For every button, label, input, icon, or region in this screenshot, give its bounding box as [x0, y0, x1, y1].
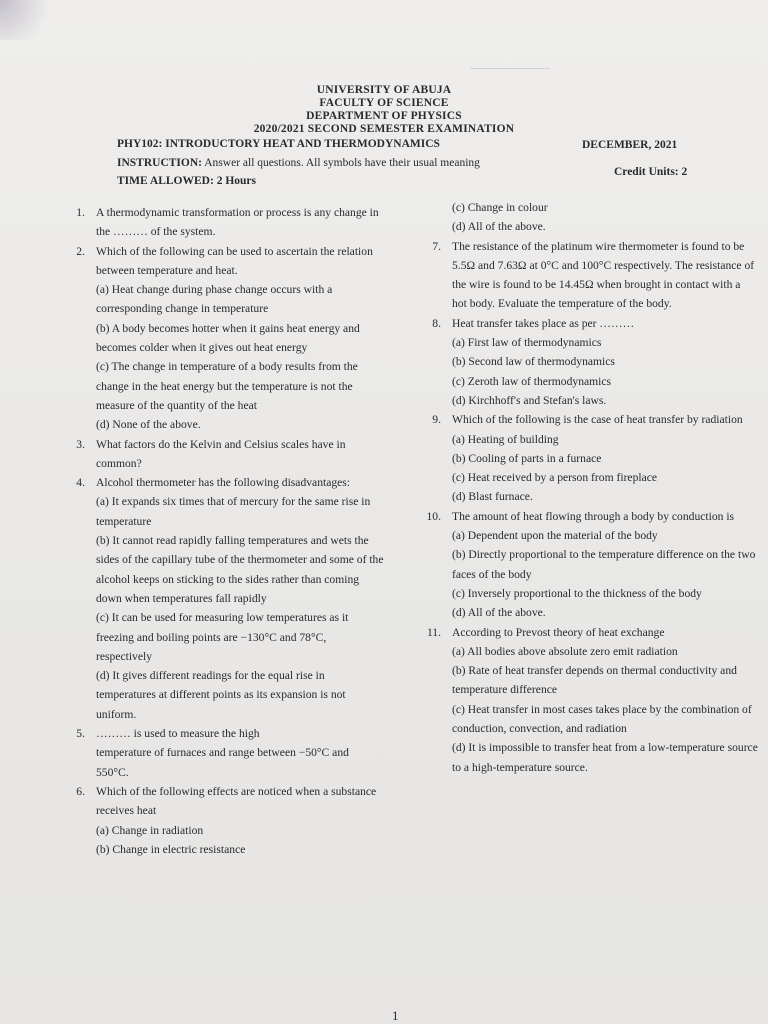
question-1	[62, 203, 384, 242]
option-a: (a) Heating of building	[452, 432, 559, 446]
question-text: Alcohol thermometer has the following disadvantages:	[96, 476, 351, 490]
question-5-continued: temperature of furnaces and range between −50°C and 550°C.	[96, 746, 349, 779]
question-number: 1.	[76, 206, 85, 219]
question-7	[418, 237, 758, 314]
exam-header	[0, 84, 768, 136]
question-number: 10.	[426, 509, 441, 523]
page-number: 1	[392, 1008, 399, 1023]
question-text: Heat transfer takes place as per ………	[452, 316, 635, 330]
question-number: 8.	[432, 316, 441, 330]
exam-date: DECEMBER, 2021	[582, 139, 678, 151]
question-number: 2.	[76, 244, 85, 258]
option-a: (a) All bodies above absolute zero emit radiation	[452, 644, 678, 658]
department-name: DEPARTMENT OF PHYSICS	[306, 110, 462, 122]
option-c: (c) Zeroth law of thermodynamics	[452, 374, 612, 388]
option-a: (a) It expands six times that of mercury for the same rise in temperature	[96, 495, 371, 528]
option-b: (b) It cannot read rapidly falling temperatures and wets the sides of the capillary tube of the thermometer and some of the alcohol keeps on sticking to the sides rather than coming down when temperatures fall rapidly	[96, 534, 384, 605]
question-text: Which of the following effects are noticed when a substance receives heat	[96, 784, 377, 818]
option-b: (b) Rate of heat transfer depends on thermal conductivity and temperature difference	[452, 664, 737, 697]
option-d: (d) All of the above.	[452, 220, 546, 234]
option-c: (c) Change in colour	[452, 201, 548, 214]
option-c: (c) Inversely proportional to the thickness of the body	[452, 586, 702, 600]
question-text: ……… is used to measure the high	[96, 727, 260, 741]
question-text: A thermodynamic transformation or process is any change in the ……… of the system.	[96, 206, 379, 239]
option-b: (b) Directly proportional to the temperature difference on the two faces of the body	[452, 548, 756, 581]
time-label: TIME ALLOWED:	[117, 175, 214, 187]
option-b: (b) Second law of thermodynamics	[452, 355, 615, 369]
question-number: 3.	[76, 437, 85, 451]
question-text: What factors do the Kelvin and Celsius scales have in common?	[96, 437, 346, 470]
option-d: (d) It gives different readings for the equal rise in temperatures at different points as its expansion is not uniform.	[96, 669, 346, 721]
instruction-label: INSTRUCTION:	[117, 157, 202, 169]
question-number: 4.	[76, 476, 85, 490]
question-3	[62, 435, 384, 474]
question-number: 9.	[432, 413, 441, 427]
instruction-text: Answer all questions. All symbols have their usual meaning	[204, 157, 480, 169]
left-column	[62, 203, 384, 859]
option-b: (b) Cooling of parts in a furnace	[452, 451, 602, 465]
university-name: UNIVERSITY OF ABUJA	[316, 84, 452, 96]
option-d: (d) It is impossible to transfer heat from a low-temperature source to a high-temperature source.	[452, 741, 758, 774]
question-11	[418, 623, 758, 642]
option-a: (a) Change in radiation	[96, 823, 204, 837]
right-column	[418, 198, 758, 777]
option-c: (c) The change in temperature of a body results from the change in the heat energy but the temperature is not the measure of the quantity of the heat	[96, 360, 358, 412]
option-d: (d) Kirchhoff's and Stefan's laws.	[452, 393, 607, 407]
question-8	[418, 314, 758, 333]
option-d: (d) All of the above.	[452, 606, 546, 620]
option-a: (a) First law of thermodynamics	[452, 336, 602, 350]
option-a: (a) Heat change during phase change occurs with a corresponding change in temperature	[96, 283, 333, 316]
instruction	[117, 157, 480, 170]
question-number: 7.	[432, 239, 441, 253]
question-4	[62, 473, 384, 492]
question-text: According to Prevost theory of heat exchange	[452, 625, 665, 639]
time-allowed	[117, 175, 256, 188]
question-number: 11.	[426, 625, 441, 639]
question-number: 6.	[76, 784, 85, 798]
scan-shadow	[0, 0, 60, 40]
option-b: (b) A body becomes hotter when it gains heat energy and becomes colder when it gives out heat energy	[96, 321, 360, 355]
question-text: The amount of heat flowing through a body by conduction is	[452, 509, 735, 523]
question-6	[62, 782, 384, 821]
option-c: (c) Heat received by a person from fireplace	[452, 471, 658, 485]
exam-title: 2020/2021 SECOND SEMESTER EXAMINATION	[253, 123, 515, 135]
question-5	[62, 724, 384, 743]
option-d: (d) Blast furnace.	[452, 490, 533, 504]
option-b: (b) Change in electric resistance	[96, 842, 246, 856]
option-d: (d) None of the above.	[96, 418, 201, 432]
scan-line	[470, 68, 550, 69]
option-c: (c) Heat transfer in most cases takes place by the combination of conduction, convection, and radiation	[452, 702, 752, 736]
course-title: PHY102: INTRODUCTORY HEAT AND THERMODYNAMICS	[117, 138, 440, 150]
question-text: Which of the following is the case of heat transfer by radiation	[452, 413, 743, 427]
faculty-name: FACULTY OF SCIENCE	[319, 97, 449, 109]
question-10	[418, 507, 758, 526]
time-value: 2 Hours	[216, 175, 256, 187]
credit-units: Credit Units: 2	[614, 166, 688, 178]
option-a: (a) Dependent upon the material of the body	[452, 529, 658, 543]
question-text: Which of the following can be used to ascertain the relation between temperature and heat.	[96, 244, 373, 277]
question-9	[418, 410, 758, 429]
question-2	[62, 242, 384, 281]
option-c: (c) It can be used for measuring low temperatures as it freezing and boiling points are −130°C and 78°C, respectively	[96, 611, 349, 663]
question-number: 5.	[76, 727, 85, 741]
question-text: The resistance of the platinum wire thermometer is found to be 5.5Ω and 7.63Ω at 0°C and 100°C respectively. The resistance of the wire is found to be 14.45Ω when brought in contact with a hot body. Evaluate the temperature of the body.	[452, 239, 755, 311]
